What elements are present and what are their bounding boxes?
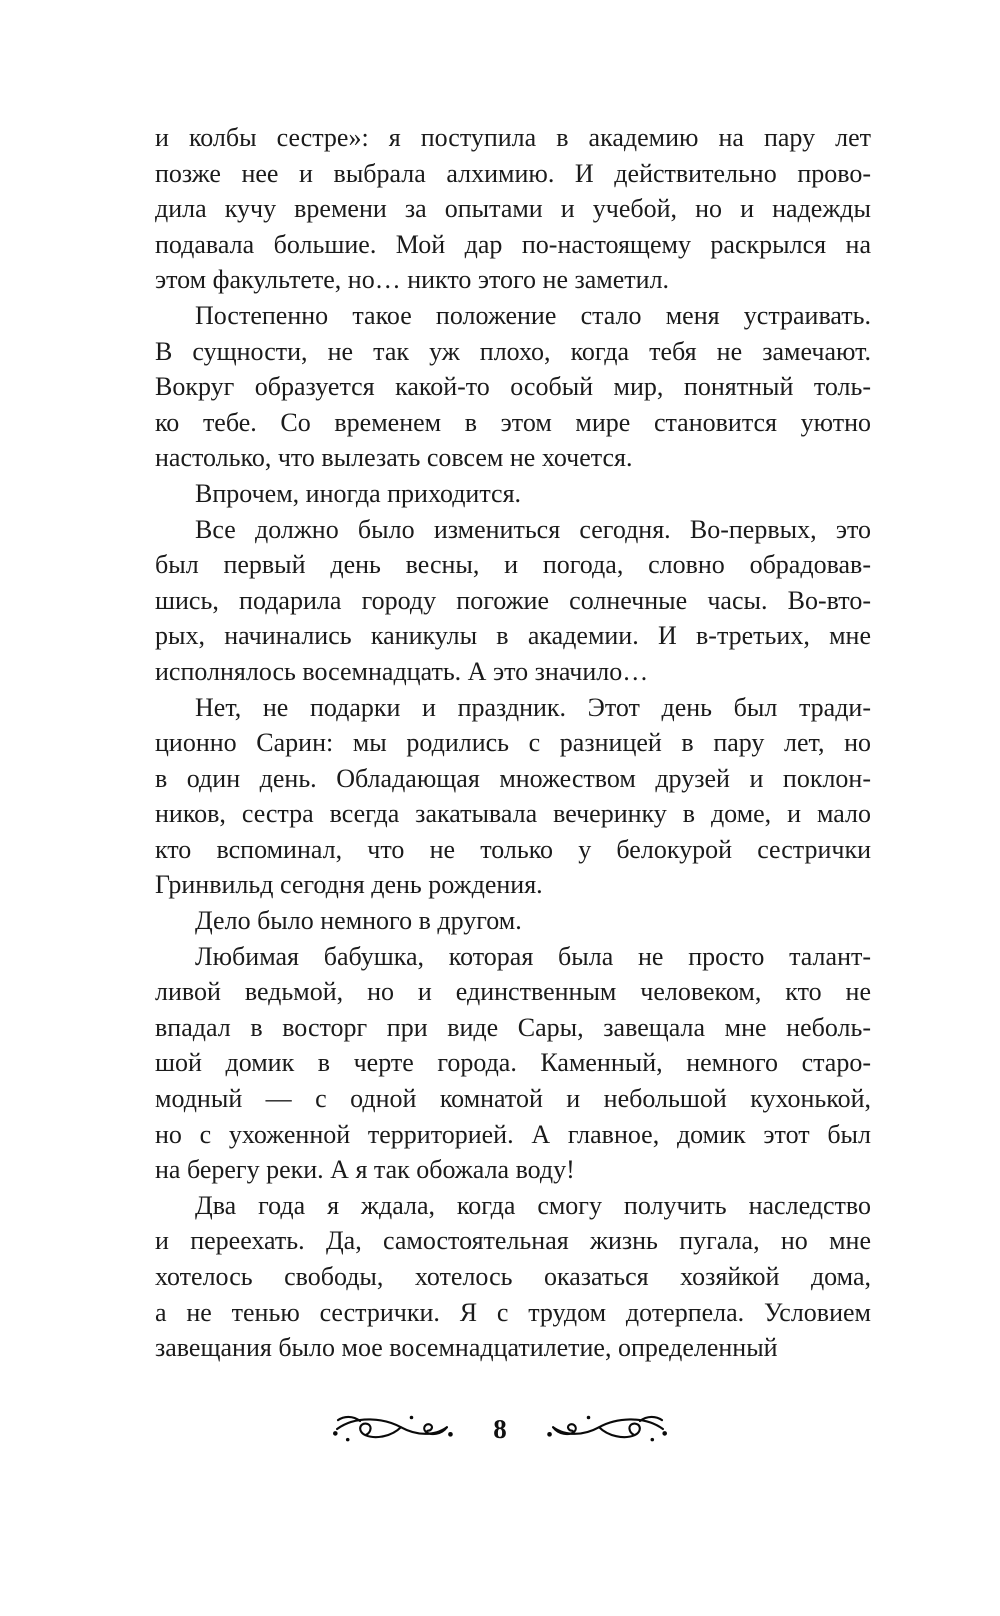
text-line: модный — с одной комнатой и небольшой кухонькой, — [155, 1084, 871, 1114]
text-line: шой домик в черте города. Каменный, немного старо- — [155, 1048, 871, 1078]
page-footer — [0, 1408, 1000, 1450]
text-line: хотелось свободы, хотелось оказаться хозяйкой дома, — [155, 1262, 871, 1291]
text-line: рых, начинались каникулы в академии. И в-третьих, мне — [155, 621, 871, 651]
text-line: завещания было мое восемнадцатилетие, определенный — [155, 1333, 778, 1363]
text-line: Нет, не подарки и праздник. Этот день был тради- — [195, 692, 871, 722]
flourish-right-icon — [546, 1408, 670, 1450]
paragraph — [155, 512, 871, 690]
text-line: Постепенно такое положение стало меня устраивать. — [195, 300, 871, 330]
text-line: настолько, что вылезать совсем не хочется. — [155, 443, 633, 473]
text-line: Все должно было измениться сегодня. Во-первых, это — [195, 514, 871, 544]
text-line: а не тенью сестрички. Я с трудом дотерпела. Условием — [155, 1297, 871, 1327]
paragraph — [155, 120, 871, 298]
text-line: дила кучу времени за опытами и учебой, но и надежды — [155, 194, 871, 224]
text-line: исполнялось восемнадцать. А это значило… — [155, 656, 649, 686]
text-line: был первый день весны, и погода, словно обрадовав- — [155, 550, 871, 580]
paragraph — [155, 903, 871, 939]
text-line: Любимая бабушка, которая была не просто талант- — [195, 941, 871, 971]
text-line: подавала большие. Мой дар по-настоящему раскрылся на — [155, 229, 871, 259]
paragraph — [155, 298, 871, 476]
text-line: Гринвильд сегодня день рождения. — [155, 870, 543, 900]
text-line: и колбы сестре»: я поступила в академию на пару лет — [155, 123, 871, 152]
text-line: В сущности, не так уж плохо, когда тебя не замечают. — [155, 336, 871, 366]
text-line: Впрочем, иногда приходится. — [195, 478, 522, 508]
text-line: ционно Сарин: мы родились с разницей в пару лет, но — [155, 728, 871, 758]
text-line: Вокруг образуется какой-то особый мир, понятный толь- — [155, 372, 871, 402]
flourish-left-icon — [330, 1408, 454, 1450]
paragraph — [155, 476, 871, 512]
text-line: ников, сестра всегда закатывала вечеринку в доме, и мало — [155, 799, 871, 829]
text-line: ливой ведьмой, но и единственным человеком, кто не — [155, 977, 871, 1007]
page-number: 8 — [493, 1413, 507, 1444]
paragraph — [155, 690, 871, 904]
paragraph — [155, 939, 871, 1188]
text-line: Дело было немного в другом. — [195, 906, 522, 936]
text-line: на берегу реки. А я так обожала воду! — [155, 1155, 575, 1185]
text-line: впадал в восторг при виде Сары, завещала мне неболь- — [155, 1012, 871, 1042]
text-line: ко тебе. Со временем в этом мире становится уютно — [155, 407, 871, 437]
text-line: позже нее и выбрала алхимию. И действительно прово- — [155, 158, 871, 188]
text-line: и переехать. Да, самостоятельная жизнь пугала, но мне — [155, 1226, 871, 1256]
text-line: кто вспоминал, что не только у белокурой сестрички — [155, 834, 871, 864]
text-line: Два года я ждала, когда смогу получить наследство — [195, 1190, 871, 1220]
paragraph — [155, 1188, 871, 1366]
text-line: в один день. Обладающая множеством друзей и поклон- — [155, 763, 871, 793]
text-line: шись, подарила городу погожие солнечные часы. Во-вто- — [155, 585, 871, 615]
text-line: этом факультете, но… никто этого не заметил. — [155, 265, 670, 295]
text-line: но с ухоженной территорией. А главное, домик этот был — [155, 1119, 871, 1149]
page-text — [155, 120, 871, 1366]
